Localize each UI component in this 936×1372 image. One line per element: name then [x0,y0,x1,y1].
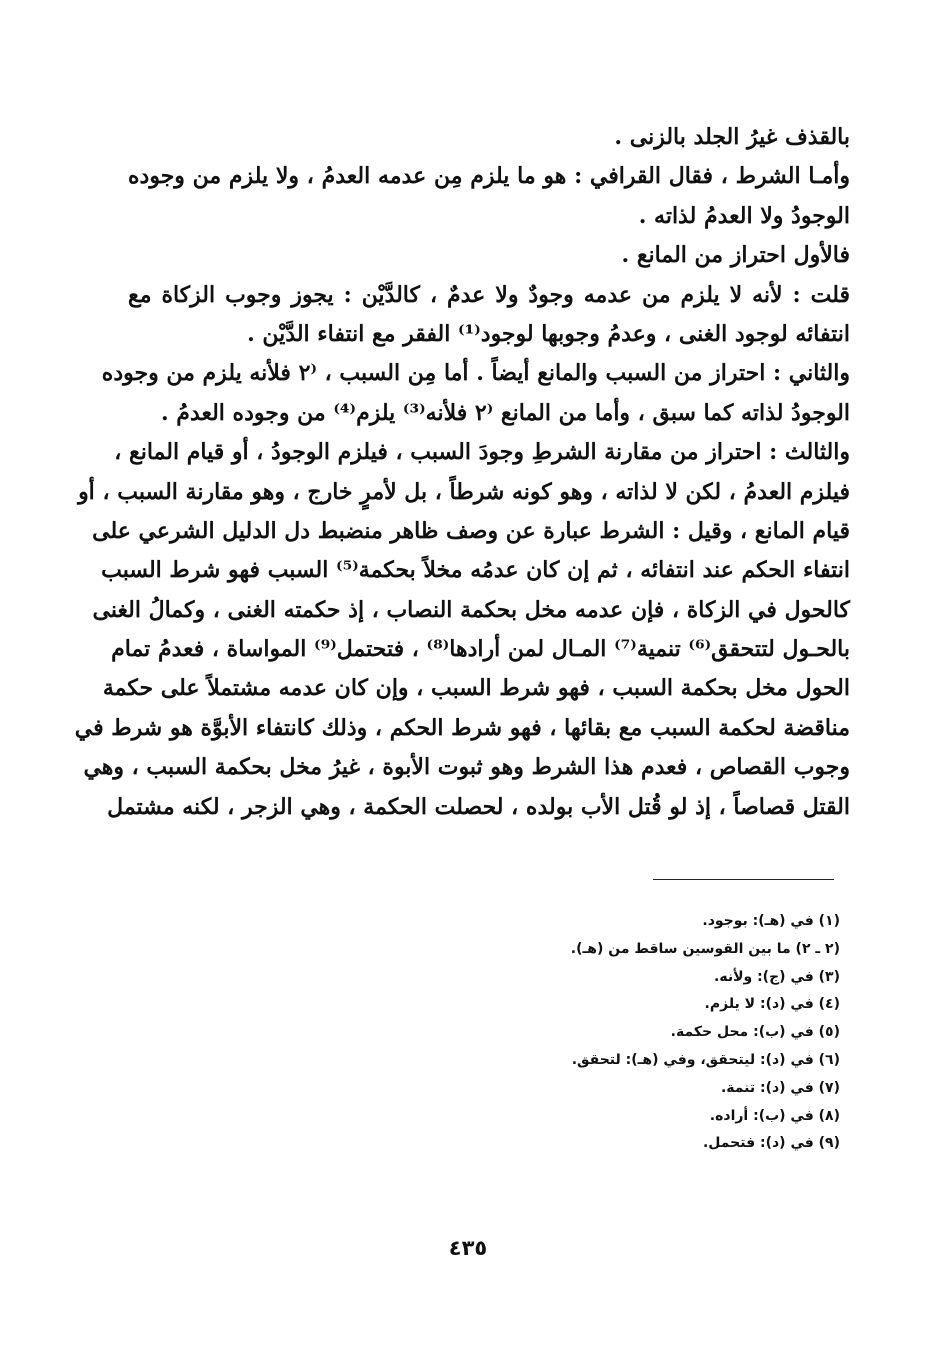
footnote: (٢ ـ ٢) ما بين القوسين ساقط من (هـ). [570,940,840,957]
text-line: الوجودُ ولا العدمُ لذاته . [638,202,850,229]
text-line: فالأول احتراز من المانع . [621,242,850,269]
page-number: ٤٣٥ [448,1236,488,1260]
text-line: انتفائه لوجود الغنى ، وعدمُ وجوبها لوجود⁽¹⁾ الفقر مع انتفاء الدَّيْن . [247,320,850,347]
footnote: (٣) في (ج): ولأنه. [714,968,840,985]
footnote: (١) في (هـ): بوجود. [702,913,840,929]
footnote: (٤) في (د): لا يلزم. [704,996,840,1013]
text-line: فيلزم العدمُ ، لكن لا لذاته ، وهو كونه شرطاً ، بل لأمرٍ خارج ، وهو مقارنة السبب ، أو [78,478,850,505]
footnote: (٩) في (د): فتحمل. [702,1135,840,1152]
footnote: (٨) في (ب): أراده. [709,1107,840,1124]
main-text [74,118,850,827]
footnote: (٧) في (د): تنمة. [720,1079,840,1096]
text-line: وجوب القصاص ، فعدم هذا الشرط وهو ثبوت الأبوة ، غيرُ مخل بحكمة السبب ، وهي [83,754,850,781]
footnote: (٦) في (د): ليتحقق، وفي (هـ): لتحقق. [571,1051,840,1068]
text-line: والثالث : احتراز من مقارنة الشرطِ وجودَ السبب ، فيلزم الوجودُ ، أو قيام المانع ، [114,439,850,466]
text-line: بالحـول لتتحقق⁽⁶⁾ تنمية⁽⁷⁾ المـال لمن أرادها⁽⁸⁾ ، فتحتمل⁽⁹⁾ المواساة ، فعدمُ تمام [111,636,850,663]
text-line: مناقضة لحكمة السبب مع بقائها ، فهو شرط الحكم ، وذلك كانتفاء الأبوَّة هو شرط في [74,714,850,741]
footnotes [420,908,840,1158]
footnote: (٥) في (ب): محل حكمة. [670,1024,840,1041]
text-line: كالحول في الزكاة ، فإن عدمه مخل بحكمة النصاب ، إذ حكمته الغنى ، وكمالُ الغنى [92,596,850,623]
text-line: والثاني : احتراز من السبب والمانع أيضاً . أما مِن السبب ، ⁽٢ فلأنه يلزم من وجوده [101,360,850,387]
text-line: قيام المانع ، وقيل : الشرط عبارة عن وصف ظاهر منضبط دل الدليل الشرعي على [92,517,850,544]
text-line: وأمـا الشرط ، فقال القرافي : هو ما يلزم مِن عدمه العدمُ ، ولا يلزم من وجوده [128,163,850,190]
text-line: انتفاء الحكم عند انتفائه ، ثم إن كان عدمُه مخلاً بحكمة⁽⁵⁾ السبب فهو شرط السبب [101,557,850,584]
footnote-divider [653,879,834,880]
text-line: الحول مخل بحكمة السبب ، فهو شرط السبب ، وإن كان عدمه مشتملاً على حكمة [102,675,850,702]
text-line: قلت : لأنه لا يلزم من عدمه وجودٌ ولا عدمٌ ، كالدَّيْن : يجوز وجوب الزكاة مع [128,281,850,308]
text-line: بالقذف غيرُ الجلد بالزنى . [614,124,850,150]
text-line: الوجودُ لذاته كما سبق ، وأما من المانع ⁽٢ فلأنه⁽³⁾ يلزم⁽⁴⁾ من وجوده العدمُ . [160,399,850,426]
text-line: القتل قصاصاً ، إذ لو قُتل الأب بولده ، لحصلت الحكمة ، وهي الزجر ، لكنه مشتمل [107,793,850,820]
